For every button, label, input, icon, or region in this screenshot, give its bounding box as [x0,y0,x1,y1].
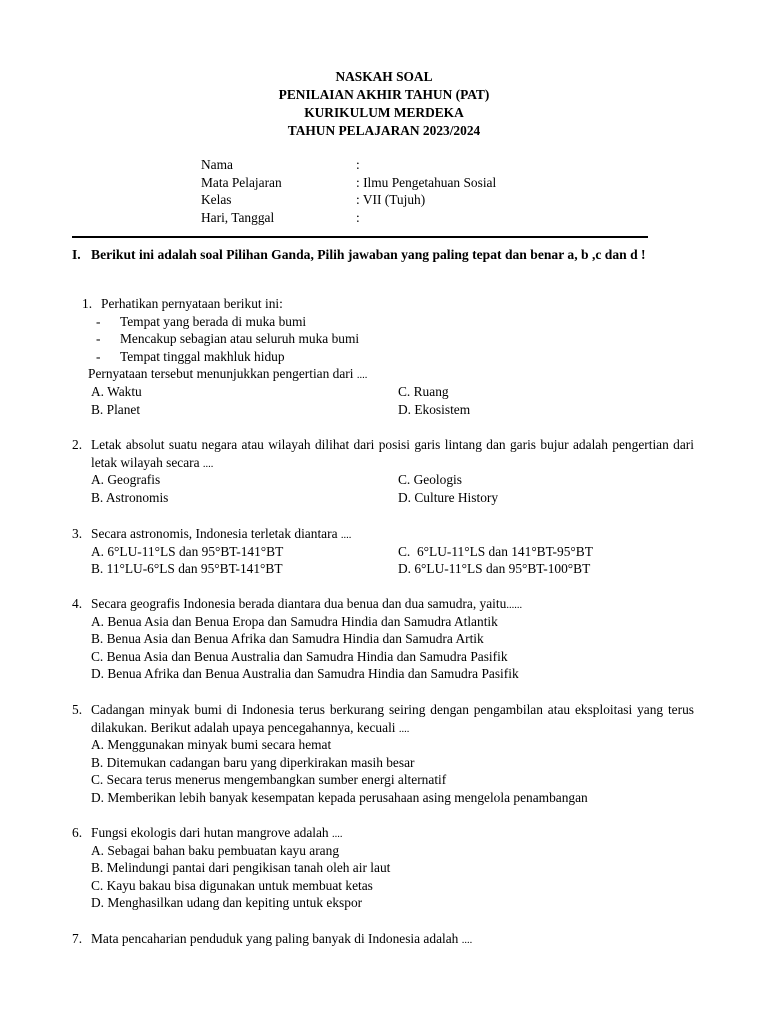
identity-value: : VII (Tujuh) [356,192,426,208]
identity-value: : [356,157,360,172]
option-b: B. Benua Asia dan Benua Afrika dan Samudra Hindia dan Samudra Artik [91,631,484,647]
option-b: B. Ditemukan cadangan baru yang diperkirakan masih besar [91,754,415,770]
question-7 [72,930,694,950]
option-b: B. Astronomis [91,489,169,505]
question-text-content: Fungsi ekologis dari hutan mangrove adalah [91,825,329,840]
option-d: D. Memberikan lebih banyak kesempatan kepada perusahaan asing mengelola penambangan [91,790,588,805]
question-text-content: Mata pencaharian penduduk yang paling banyak di Indonesia adalah [91,931,459,946]
question-number: 1. [82,296,93,311]
question-text-content: Secara geografis Indonesia berada diantara dua benua dan dua samudra, yaitu [91,596,507,611]
option-c: C. Ruang [398,384,449,399]
option-d: D. Benua Afrika dan Benua Australia dan Samudra Hindia dan Samudra Pasifik [91,666,519,682]
document-title-block [0,68,768,140]
followup-text: Pernyataan tersebut menunjukkan pengertian dari [88,366,354,382]
option-b: B. Planet [91,401,141,417]
answer-dots: .... [332,829,343,840]
question-text [91,701,694,738]
identity-value: : Ilmu Pengetahuan Sosial [356,174,497,190]
question-text [91,436,694,473]
header-divider [72,236,648,238]
answer-dots: .... [356,370,368,382]
question-number: 3. [72,526,83,541]
option-a: A. Geografis [91,472,161,488]
section-instruction-text: Berikut ini adalah soal Pilihan Ganda, Pilih jawaban yang paling tepat dan benar a, b ,c dan d ! [91,247,646,262]
option-a: A. Benua Asia dan Benua Eropa dan Samudra Hindia dan Samudra Atlantik [91,613,498,629]
option-c: C. Benua Asia dan Benua Australia dan Samudra Hindia dan Samudra Pasifik [91,648,508,664]
option-d: D. Culture History [398,489,499,505]
question-5 [72,701,694,805]
option-a: A. Menggunakan minyak bumi secara hemat [91,737,332,753]
question-4 [72,595,694,682]
option-b: B. 11°LU-6°LS dan 95°BT-141°BT [91,561,283,577]
bullet-item: - [96,348,101,364]
bullet-item: - [96,313,101,329]
option-d: D. Menghasilkan udang dan kepiting untuk ekspor [91,895,363,911]
option-c: C. Geologis [398,472,462,488]
section-instruction [72,246,694,264]
bullet-item-text: Tempat yang berada di muka bumi [120,313,307,329]
option-c: C. Kayu bakau bisa digunakan untuk membuat ketas [91,877,373,893]
title-tahun-pelajaran: TAHUN PELAJARAN 2023/2024 [287,123,481,138]
identity-value: : [356,209,360,225]
section-number: I. [72,247,81,262]
bullet-item: - [96,331,101,347]
question-number: 2. [72,437,83,452]
answer-dots: .... [340,530,352,541]
question-2 [72,436,694,505]
question-text [91,930,694,950]
option-a: A. Waktu [91,384,142,399]
answer-dots: .... [202,458,214,470]
option-c: C. 6°LU-11°LS dan 141°BT-95°BT [398,543,593,559]
option-c: C. Secara terus menerus mengembangkan sumber energi alternatif [91,772,447,788]
answer-dots: .... [461,935,473,946]
question-3 [72,525,694,577]
answer-dots: .... [398,723,410,735]
question-6 [72,824,694,911]
answer-dots: ...... [506,600,523,611]
option-a: A. 6°LU-11°LS dan 95°BT-141°BT [91,543,284,559]
question-text: Perhatikan pernyataan berikut ini: [101,296,283,311]
title-kurikulum: KURIKULUM MERDEKA [304,105,464,120]
question-number: 4. [72,596,83,611]
bullet-item-text: Mencakup sebagian atau seluruh muka bumi [120,331,360,347]
question-text-content: Letak absolut suatu negara atau wilayah dilihat dari posisi garis lintang dan garis bujur adalah pengertian dari letak wilayah secara [91,437,694,470]
question-text-content: Secara astronomis, Indonesia terletak diantara [91,526,338,541]
question-number: 5. [72,702,83,717]
identity-label: Mata Pelajaran [201,174,282,190]
title-naskah-soal: NASKAH SOAL [335,69,433,84]
question-number: 6. [72,825,83,840]
identity-label: Kelas [201,192,232,208]
option-d: D. Ekosistem [398,401,471,417]
option-b: B. Melindungi pantai dari pengikisan tanah oleh air laut [91,860,391,876]
option-a: A. Sebagai bahan baku pembuatan kayu arang [91,842,340,858]
identity-label: Nama [201,157,233,172]
bullet-item-text: Tempat tinggal makhluk hidup [120,348,285,364]
identity-label: Hari, Tanggal [201,209,275,225]
question-number: 7. [72,931,83,946]
title-pat: PENILAIAN AKHIR TAHUN (PAT) [278,87,490,102]
question-text-content: Cadangan minyak bumi di Indonesia terus berkurang seiring dengan pengambilan atau eksploitasi yang terus dilakukan. Berikut adalah upaya pencegahannya, kecuali [91,702,694,735]
option-d: D. 6°LU-11°LS dan 95°BT-100°BT [398,561,591,577]
